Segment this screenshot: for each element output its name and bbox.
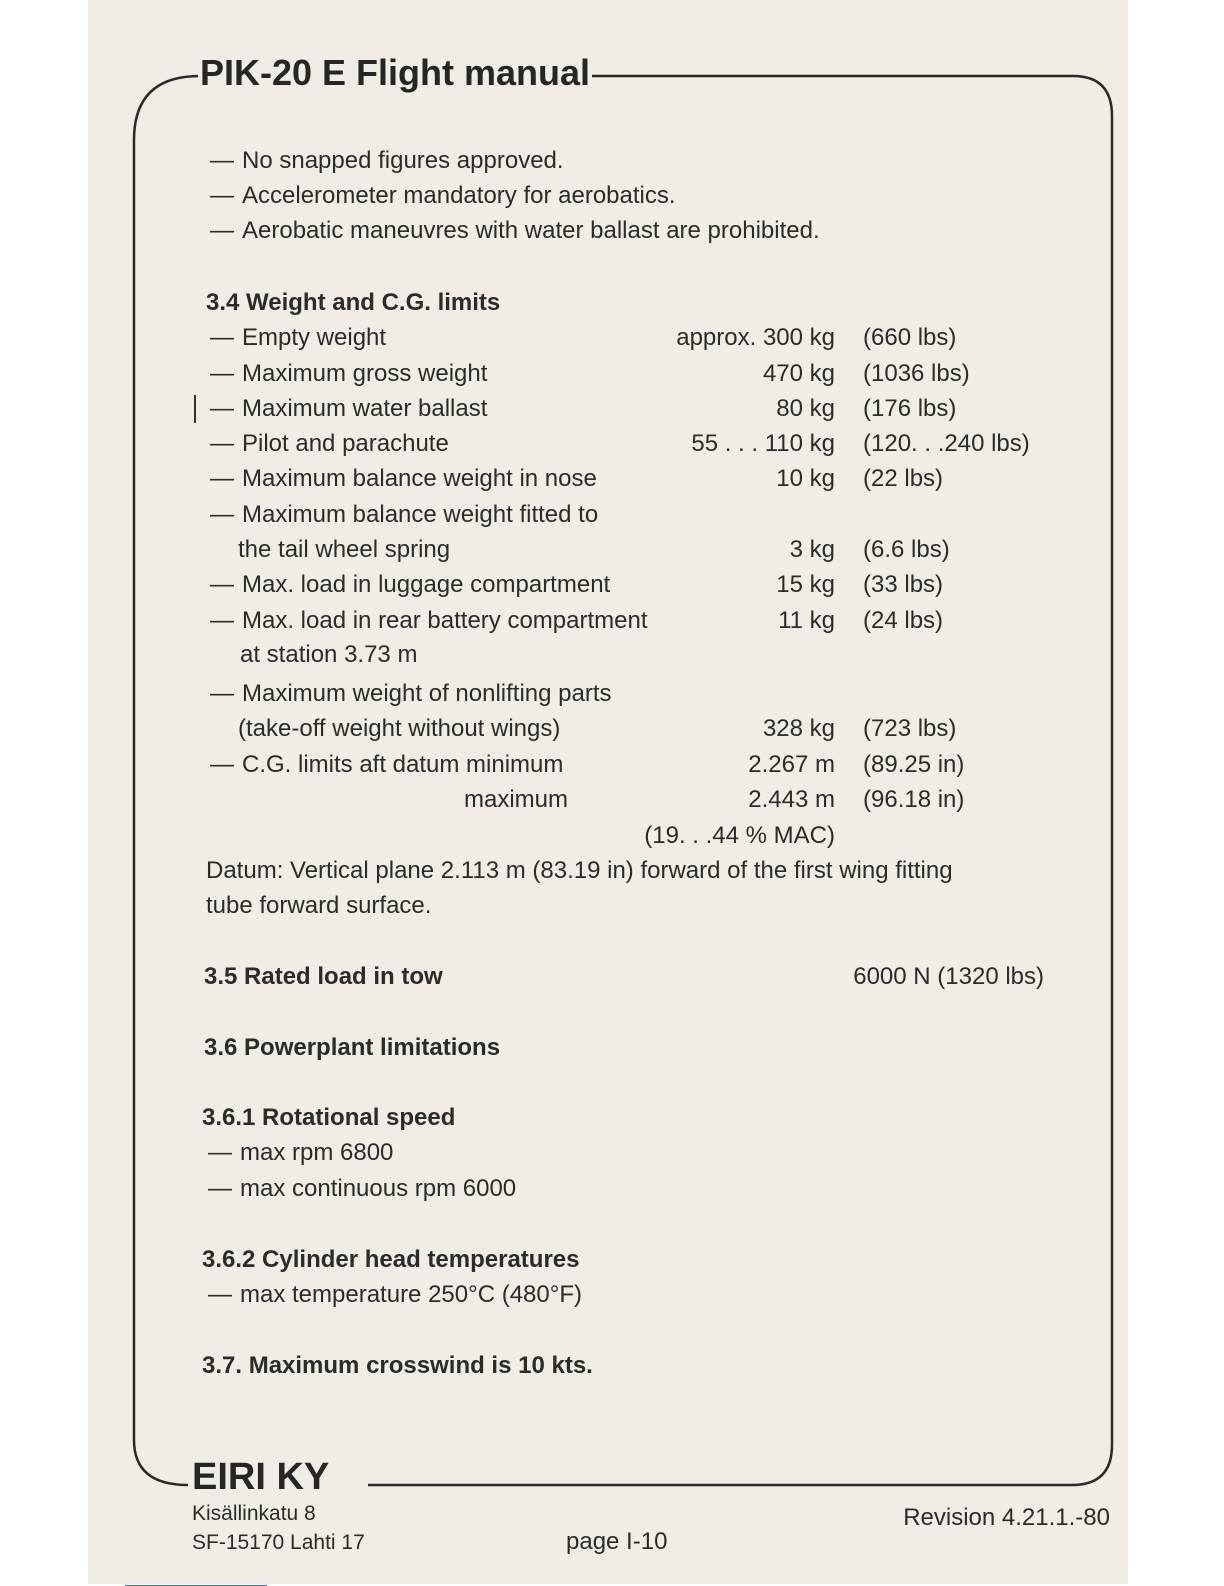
table-row-imperial: (89.25 in) [863, 751, 965, 778]
revision-label: Revision 4.21.1.-80 [903, 1504, 1110, 1531]
table-row-value: 470 kg [762, 360, 835, 387]
rated-load-value: 6000 N (1320 lbs) [853, 963, 1044, 990]
section-heading-3-4: 3.4 Weight and C.G. limits [206, 289, 501, 316]
dash-glyph: — [208, 1281, 232, 1308]
section-heading-3-6-2: 3.6.2 Cylinder head temperatures [202, 1246, 580, 1273]
table-row-label: — C.G. limits aft datum minimum [210, 747, 563, 782]
dash-glyph: — [210, 217, 234, 244]
table-row-value: 328 kg [762, 715, 835, 742]
table-row-label-cont: (take-off weight without wings) [238, 715, 561, 742]
dash-glyph: — [210, 465, 234, 492]
list-item: — max temperature 250°C (480°F) [208, 1277, 582, 1312]
dash-glyph: — [210, 324, 234, 351]
table-row-imperial: (6.6 lbs) [863, 536, 950, 563]
dash-glyph: — [210, 430, 234, 457]
table-row-value: 15 kg [776, 571, 835, 598]
dash-glyph: — [210, 147, 234, 174]
dash-glyph: — [210, 751, 234, 778]
datum-text-line1: Datum: Vertical plane 2.113 m (83.19 in) forward of the first wing fitting [206, 857, 953, 884]
table-row-label: — Maximum weight of nonlifting parts [210, 676, 612, 711]
table-row-value: 3 kg [789, 536, 835, 563]
table-row-value: 55 . . . 110 kg [691, 430, 835, 457]
table-row-imperial: (660 lbs) [863, 324, 957, 351]
table-row-label-cont: the tail wheel spring [238, 536, 451, 563]
dash-glyph: — [210, 360, 234, 387]
dash-glyph: — [210, 501, 234, 528]
dash-glyph: — [208, 1139, 232, 1166]
section-heading-3-6-1: 3.6.1 Rotational speed [202, 1104, 456, 1131]
section-heading-3-7: 3.7. Maximum crosswind is 10 kts. [202, 1352, 593, 1379]
table-row-imperial: (120. . .240 lbs) [863, 430, 1030, 457]
section-heading-3-5: 3.5 Rated load in tow [204, 963, 443, 990]
table-row-value: 11 kg [778, 607, 835, 634]
list-item: — No snapped figures approved. [210, 143, 564, 178]
table-row-value: 2.267 m [748, 751, 835, 778]
table-row-imperial: (1036 lbs) [863, 360, 970, 387]
table-row-imperial: (176 lbs) [863, 395, 957, 422]
address-line-2: SF-15170 Lahti 17 [192, 1531, 365, 1554]
dash-glyph: — [210, 395, 234, 422]
section-heading-3-6: 3.6 Powerplant limitations [204, 1034, 501, 1061]
table-row-label: — Maximum gross weight [210, 356, 487, 391]
dash-glyph: — [210, 571, 234, 598]
table-row-value: 10 kg [776, 465, 835, 492]
dash-glyph: — [210, 680, 234, 707]
address-line-1: Kisällinkatu 8 [192, 1502, 316, 1525]
table-row-label: — Max. load in rear battery compartment [210, 603, 648, 638]
table-row-label: — Pilot and parachute [210, 426, 449, 461]
page-number: page I-10 [566, 1528, 668, 1555]
list-item: — max continuous rpm 6000 [208, 1171, 516, 1206]
table-row-label: — Empty weight [210, 320, 386, 355]
table-row-label: — Maximum balance weight in nose [210, 461, 597, 496]
table-row-value: approx. 300 kg [676, 324, 835, 351]
dash-glyph: — [210, 182, 234, 209]
company-name: EIRI KY [192, 1456, 335, 1499]
table-row-label: — Maximum balance weight fitted to [210, 497, 598, 532]
table-row-value: 80 kg [776, 395, 835, 422]
dash-glyph: — [208, 1175, 232, 1202]
table-row-label: — Maximum water ballast [210, 391, 487, 426]
table-row-imperial: (723 lbs) [863, 715, 957, 742]
cg-max-label: maximum [464, 786, 569, 813]
table-row-imperial: (24 lbs) [863, 607, 944, 634]
table-row-label-cont: at station 3.73 m [240, 641, 418, 668]
revision-bar [194, 395, 196, 423]
mac-range: (19. . .44 % MAC) [644, 822, 835, 849]
list-item: — max rpm 6800 [208, 1135, 393, 1170]
table-row-imperial: (22 lbs) [863, 465, 944, 492]
cg-max-value: 2.443 m [748, 786, 835, 813]
datum-text-line2: tube forward surface. [206, 892, 432, 919]
page-title: PIK-20 E Flight manual [200, 52, 591, 93]
table-row-imperial: (33 lbs) [863, 571, 944, 598]
table-row-label: — Max. load in luggage compartment [210, 567, 610, 602]
list-item: — Accelerometer mandatory for aerobatics. [210, 178, 676, 213]
manual-page [88, 0, 1128, 1584]
cg-max-imperial: (96.18 in) [863, 786, 965, 813]
list-item: — Aerobatic maneuvres with water ballast are prohibited. [210, 213, 820, 248]
dash-glyph: — [210, 607, 234, 634]
